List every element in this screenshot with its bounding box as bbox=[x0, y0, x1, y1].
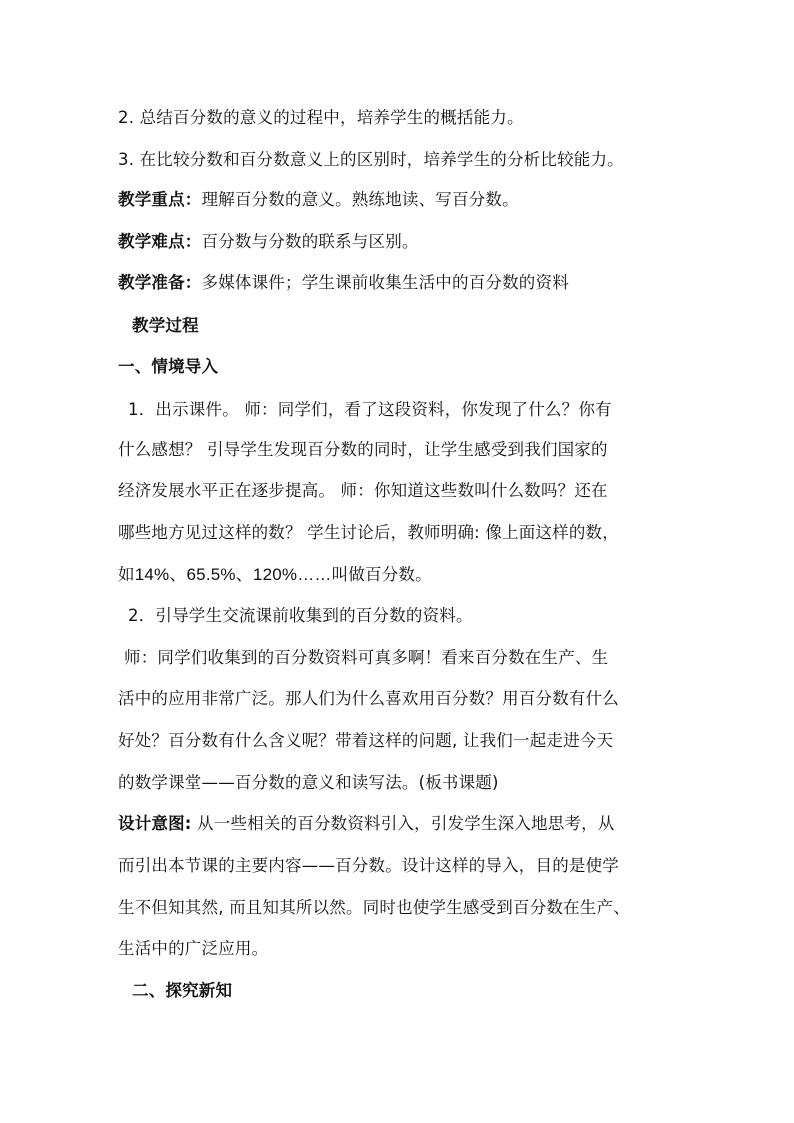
key-point-label: 教学重点： bbox=[118, 190, 202, 209]
section-2-title: 二、探究新知 bbox=[132, 981, 233, 1000]
step-2: 2．引导学生交流课前收集到的百分数的资料。 bbox=[128, 606, 473, 625]
step1-line-1: 1．出示课件。 师：同学们，看了这段资料，你发现了什么？你有 bbox=[128, 400, 612, 419]
step1-line-3: 经济发展水平正在逐步提高。 师：你知道这些数叫什么数吗？还在 bbox=[118, 481, 608, 500]
design-intent-line-1 bbox=[118, 814, 688, 834]
percent-examples: 14%、65.5%、120%…… bbox=[134, 565, 332, 584]
difficulty-text: 百分数与分数的联系与区别。 bbox=[201, 232, 419, 251]
difficulty bbox=[118, 232, 688, 252]
difficulty-label: 教学难点： bbox=[118, 232, 202, 251]
teacher-line-3: 好处？百分数有什么含义呢？带着这样的问题, 让我们一起走进今天 bbox=[118, 731, 614, 750]
design-intent-line-2: 而引出本节课的主要内容——百分数。设计这样的导入，目的是使学 bbox=[118, 856, 619, 875]
step1-line-4: 哪些地方见过这样的数？ 学生讨论后，教师明确: 像上面这样的数， bbox=[118, 523, 619, 542]
step1-line-5-suffix: 叫做百分数。 bbox=[331, 565, 432, 584]
design-intent-line-3: 生不但知其然, 而且知其所以然。同时也使学生感受到百分数在生产、 bbox=[118, 898, 630, 917]
preparation bbox=[118, 273, 688, 293]
process-title: 教学过程 bbox=[132, 316, 199, 335]
objective-2: 2. 总结百分数的意义的过程中，培养学生的概括能力。 bbox=[118, 108, 524, 127]
design-intent-line-4: 生活中的广泛应用。 bbox=[118, 939, 269, 958]
objective-3: 3. 在比较分数和百分数意义上的区别时，培养学生的分析比较能力。 bbox=[118, 150, 624, 169]
preparation-text: 多媒体课件；学生课前收集生活中的百分数的资料 bbox=[201, 273, 569, 292]
teacher-line-4: 的数学课堂——百分数的意义和读写法。(板书课题) bbox=[118, 773, 499, 792]
design-intent-text: 从一些相关的百分数资料引入，引发学生深入地思考，从 bbox=[191, 814, 615, 833]
step1-line-2: 什么感想？ 引导学生发现百分数的同时，让学生感受到我们国家的 bbox=[118, 440, 608, 459]
section-1-title: 一、情境导入 bbox=[118, 357, 219, 376]
step1-line-5-prefix: 如 bbox=[118, 565, 135, 584]
step1-line-5 bbox=[118, 565, 688, 585]
key-point bbox=[118, 190, 688, 210]
key-point-text: 理解百分数的意义。熟练地读、写百分数。 bbox=[201, 190, 519, 209]
teacher-line-2: 活中的应用非常广泛。那人们为什么喜欢用百分数？用百分数有什么 bbox=[118, 689, 619, 708]
teacher-line-1: 师：同学们收集到的百分数资料可真多啊！看来百分数在生产、生 bbox=[124, 648, 609, 667]
preparation-label: 教学准备： bbox=[118, 273, 202, 292]
design-intent-label: 设计意图: bbox=[118, 814, 192, 833]
